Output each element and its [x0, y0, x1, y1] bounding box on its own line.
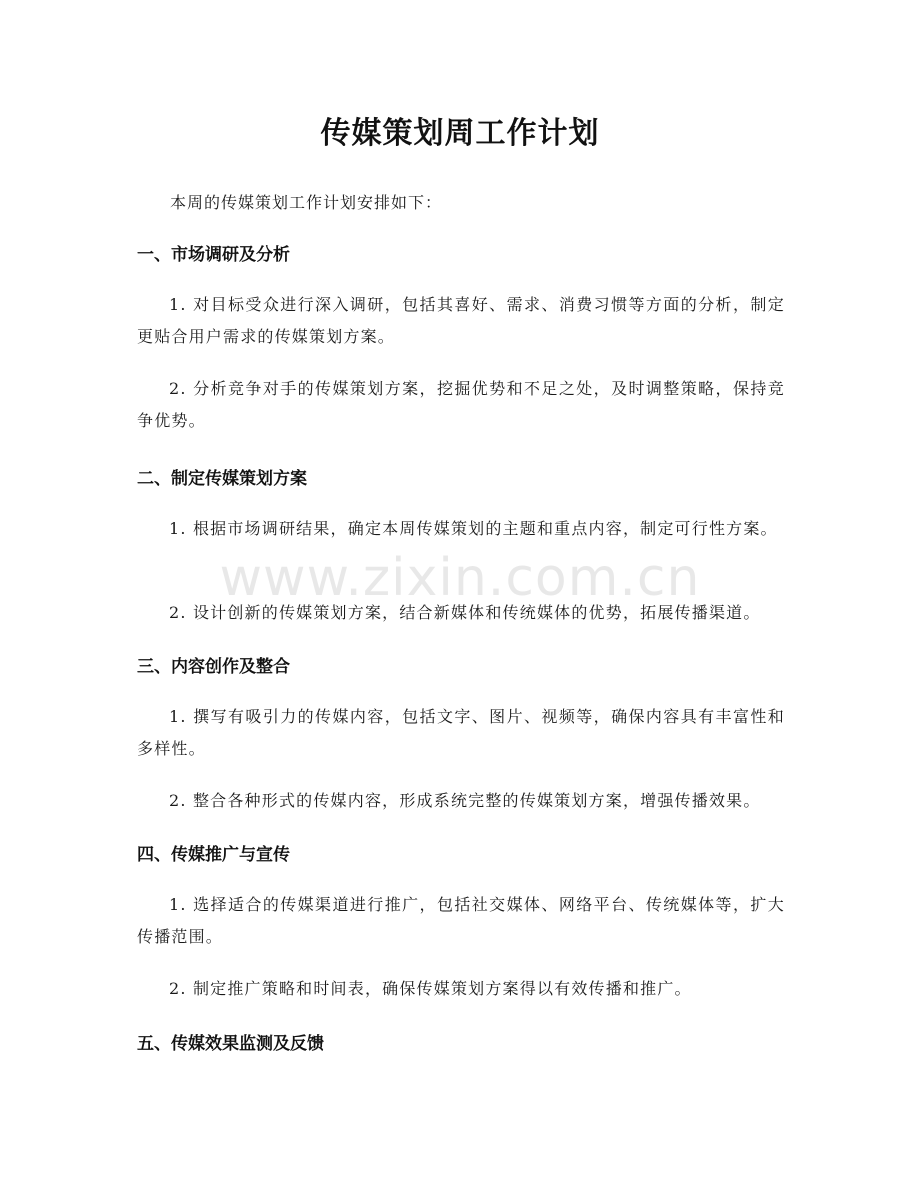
section-heading-2: 二、制定传媒策划方案 [137, 469, 307, 489]
document-title: 传媒策划周工作计划 [320, 116, 600, 151]
section-heading-1: 一、市场调研及分析 [137, 245, 290, 265]
watermark-text: www.zixin.com.cn [219, 548, 701, 608]
section-4-item-2: 2. 制定推广策略和时间表，确保传媒策划方案得以有效传播和推广。 [169, 979, 692, 998]
section-1-item-1: 1. 对目标受众进行深入调研，包括其喜好、需求、消费习惯等方面的分析，制定更贴合用户需求的传媒策划方案。 [137, 295, 785, 346]
section-4-item-1: 1. 选择适合的传媒渠道进行推广，包括社交媒体、网络平台、传统媒体等，扩大传播范围。 [137, 895, 785, 946]
section-2-item-1: 1. 根据市场调研结果，确定本周传媒策划的主题和重点内容，制定可行性方案。 [169, 519, 778, 538]
section-heading-4: 四、传媒推广与宣传 [137, 845, 290, 865]
section-3-item-2: 2. 整合各种形式的传媒内容，形成系统完整的传媒策划方案，增强传播效果。 [169, 791, 761, 810]
section-1-item-2: 2. 分析竞争对手的传媒策划方案，挖掘优势和不足之处，及时调整策略，保持竞争优势。 [137, 379, 785, 430]
section-heading-3: 三、内容创作及整合 [137, 657, 290, 677]
section-3-item-1: 1. 撰写有吸引力的传媒内容，包括文字、图片、视频等，确保内容具有丰富性和多样性。 [137, 707, 785, 758]
section-heading-5: 五、传媒效果监测及反馈 [137, 1034, 324, 1054]
section-2-item-2: 2. 设计创新的传媒策划方案，结合新媒体和传统媒体的优势，拓展传播渠道。 [169, 603, 761, 622]
intro-text: 本周的传媒策划工作计划安排如下： [170, 193, 443, 212]
